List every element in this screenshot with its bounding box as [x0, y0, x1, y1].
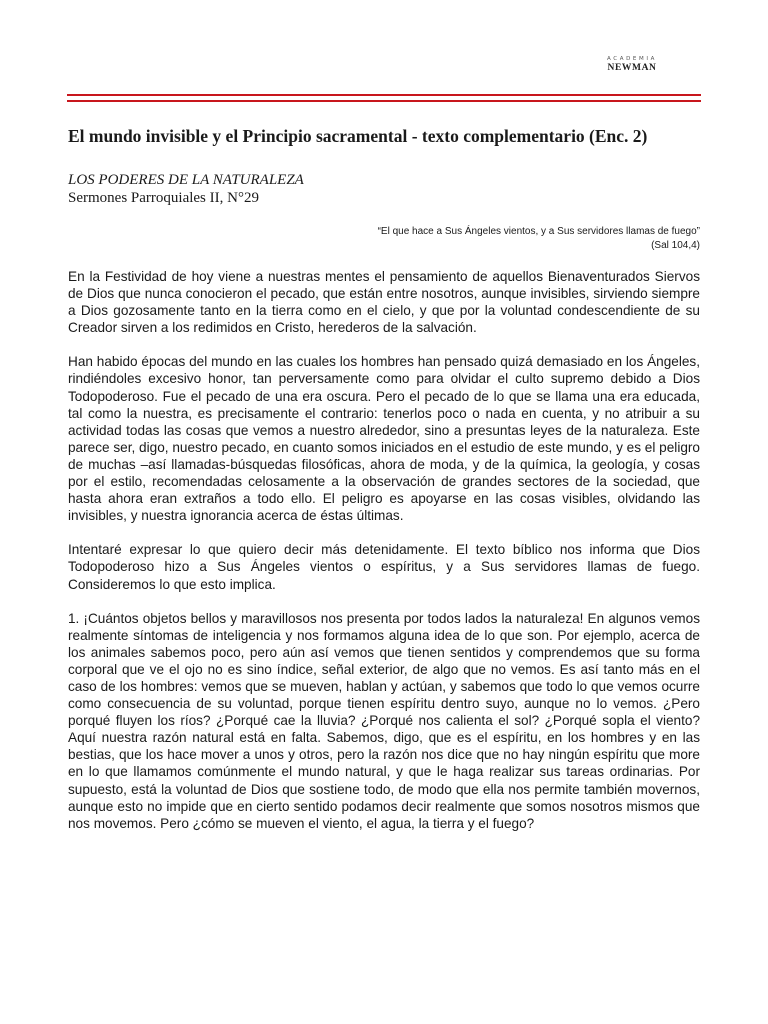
epigraph-quote: “El que hace a Sus Ángeles vientos, y a Sus servidores llamas de fuego” — [377, 226, 700, 237]
logo-small-text: ACADEMIA — [607, 56, 657, 62]
header-rule-top — [67, 94, 701, 96]
paragraph-2: Han habido épocas del mundo en las cuales los hombres han pensado quizá demasiado en los Ángeles, rindiéndoles excesivo honor, tan perversamente como para olvidar el culto supremo debido a Dios Todopoderoso. Fue el pecado de una era oscura. Pero el pecado de lo que se llama una era educada, tal como la nuestra, es precisamente el contrario: tenerlos poco o nada en cuenta, y no atribuir a su actividad todas las cosas que vemos a nuestro alrededor, sino a presuntas leyes de la naturaleza. Este parece ser, digo, nuestro pecado, en cuanto somos iniciados en el estudio de este mundo, y es el peligro de muchas –así llamadas-búsquedas filosóficas, ahora de moda, y de la química, la geología, y cosas por el estilo, recomendadas celosamente a la observación de grandes sectores de la sociedad, que hasta ahora eran extraños a todo ello. El peligro es apoyarse en las cosas visibles, olvidando las invisibles, y nuestra ignorancia acerca de éstas últimas. — [68, 354, 700, 524]
paragraph-1: En la Festividad de hoy viene a nuestras mentes el pensamiento de aquellos Bienaventurados Siervos de Dios que nunca conocieron el pecado, que están entre nosotros, aunque invisibles, sirviendo siempre a Dios gozosamente tanto en la tierra como en el cielo, y que por la voluntad condescendiente de su Creador sirven a los redimidos en Cristo, herederos de la salvación. — [68, 269, 700, 336]
paragraph-4: 1. ¡Cuántos objetos bellos y maravillosos nos presenta por todos lados la naturaleza! En algunos vemos realmente síntomas de inteligencia y nos formamos alguna idea de lo que son. Por ejemplo, acerca de los animales sabemos poco, pero aún así vemos que tienen sentidos y comprendemos que su forma corporal que ve el ojo no es sino índice, señal exterior, de algo que no vemos. Es así tanto más en el caso de los hombres: vemos que se mueven, hablan y actúan, y sabemos que todo lo que vemos ocurre como consecuencia de su voluntad, porque tienen espíritu dentro suyo, aunque no lo vemos. ¿Pero porqué fluyen los ríos? ¿Porqué cae la lluvia? ¿Porqué nos calienta el sol? ¿Porqué sopla el viento? Aquí nuestra razón natural está en falta. Sabemos, digo, que es el espíritu, en los hombres y en las bestias, que los hace mover a unos y otros, pero la razón nos dice que no hay ningún espíritu que more en lo que llamamos comúnmente el mundo natural, y que le haga realizar sus tareas ordinarias. Por supuesto, está la voluntad de Dios que sostiene todo, de modo que ella nos permite también movernos, aunque esto no impide que en cierto sentido podamos decir realmente que somos nosotros mismos que nos movemos. Pero ¿cómo se mueven el viento, el agua, la tierra y el fuego? — [68, 610, 700, 831]
document-title: El mundo invisible y el Principio sacramental - texto complementario (Enc. 2) — [68, 126, 648, 146]
epigraph-citation: (Sal 104,4) — [651, 240, 700, 251]
sermon-title: LOS PODERES DE LA NATURALEZA — [68, 172, 304, 188]
paragraph-3: Intentaré expresar lo que quiero decir más detenidamente. El texto bíblico nos informa que Dios Todopoderoso hizo a Sus Ángeles vientos o espíritus, y a Sus servidores llamas de fuego. Consideremos lo que esto implica. — [68, 542, 700, 592]
epigraph — [200, 225, 700, 253]
header-rule-bottom — [67, 100, 701, 102]
document-body — [68, 268, 700, 849]
sermon-heading — [68, 171, 304, 207]
sermon-source: Sermones Parroquiales II, N°29 — [68, 190, 259, 206]
logo-big-text: NEWMAN — [607, 63, 657, 73]
academia-newman-logo — [592, 56, 672, 74]
